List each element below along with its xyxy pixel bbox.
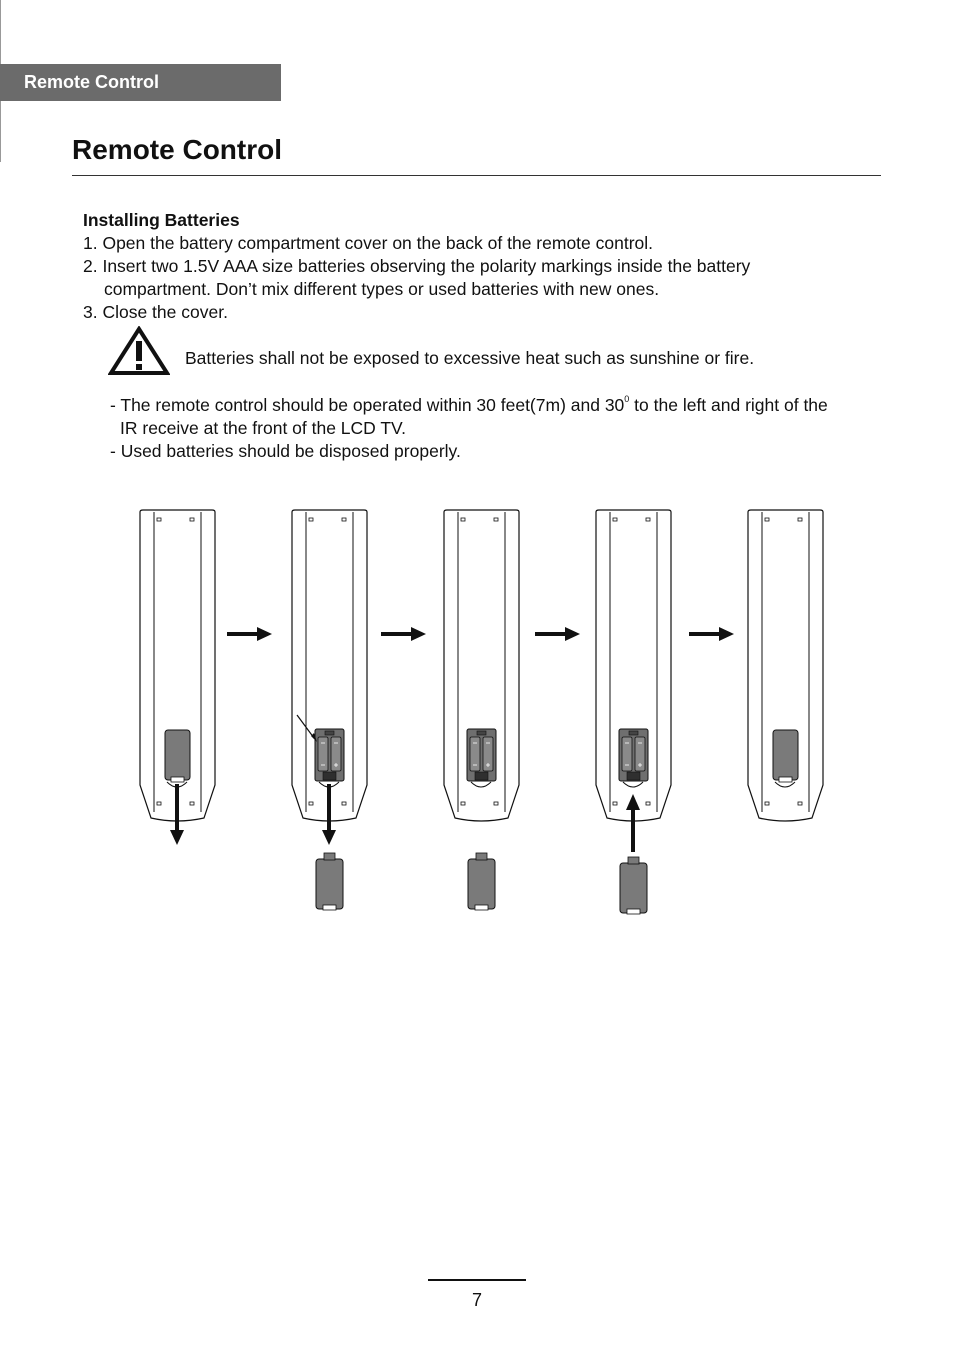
note-range-text-end: to the left and right of the: [629, 395, 828, 415]
remote-step-2: [292, 510, 367, 910]
note-range: [110, 394, 828, 417]
step-arrow: [689, 627, 734, 641]
remote-step-3: [444, 510, 519, 910]
step-2: 2. Insert two 1.5V AAA size batteries observing the polarity markings inside the battery: [83, 256, 751, 276]
page-title: Remote Control: [72, 134, 282, 165]
installing-section: [83, 209, 903, 324]
remote-step-4: [596, 510, 671, 914]
warning-text: Batteries shall not be exposed to excessive heat such as sunshine or fire.: [185, 348, 755, 368]
step-arrow: [227, 627, 272, 641]
degree-superscript: 0: [624, 394, 630, 404]
usage-notes: [110, 394, 828, 463]
page-number: 7: [471, 1290, 482, 1310]
step-arrow: [535, 627, 580, 641]
warning-triangle-icon: [108, 326, 170, 376]
step-1: 1. Open the battery compartment cover on the back of the remote control.: [83, 233, 654, 253]
remote-step-5: [748, 510, 823, 821]
warning-notice: [108, 326, 888, 376]
note-range-continued: IR receive at the front of the LCD TV.: [120, 418, 406, 438]
battery-installation-diagram: [130, 500, 850, 920]
note-disposal: - Used batteries should be disposed properly.: [110, 441, 461, 461]
note-range-text: - The remote control should be operated within 30 feet(7m) and 30: [110, 395, 625, 415]
section-subheading: Installing Batteries: [83, 210, 240, 230]
step-3: 3. Close the cover.: [83, 302, 228, 322]
remote-step-1: [140, 510, 215, 845]
step-arrow: [381, 627, 426, 641]
section-tab: Remote Control: [0, 64, 281, 101]
step-2-continued: compartment. Don’t mix different types or used batteries with new ones.: [104, 279, 660, 299]
footer-rule: [428, 1279, 526, 1281]
title-divider: [72, 175, 881, 176]
